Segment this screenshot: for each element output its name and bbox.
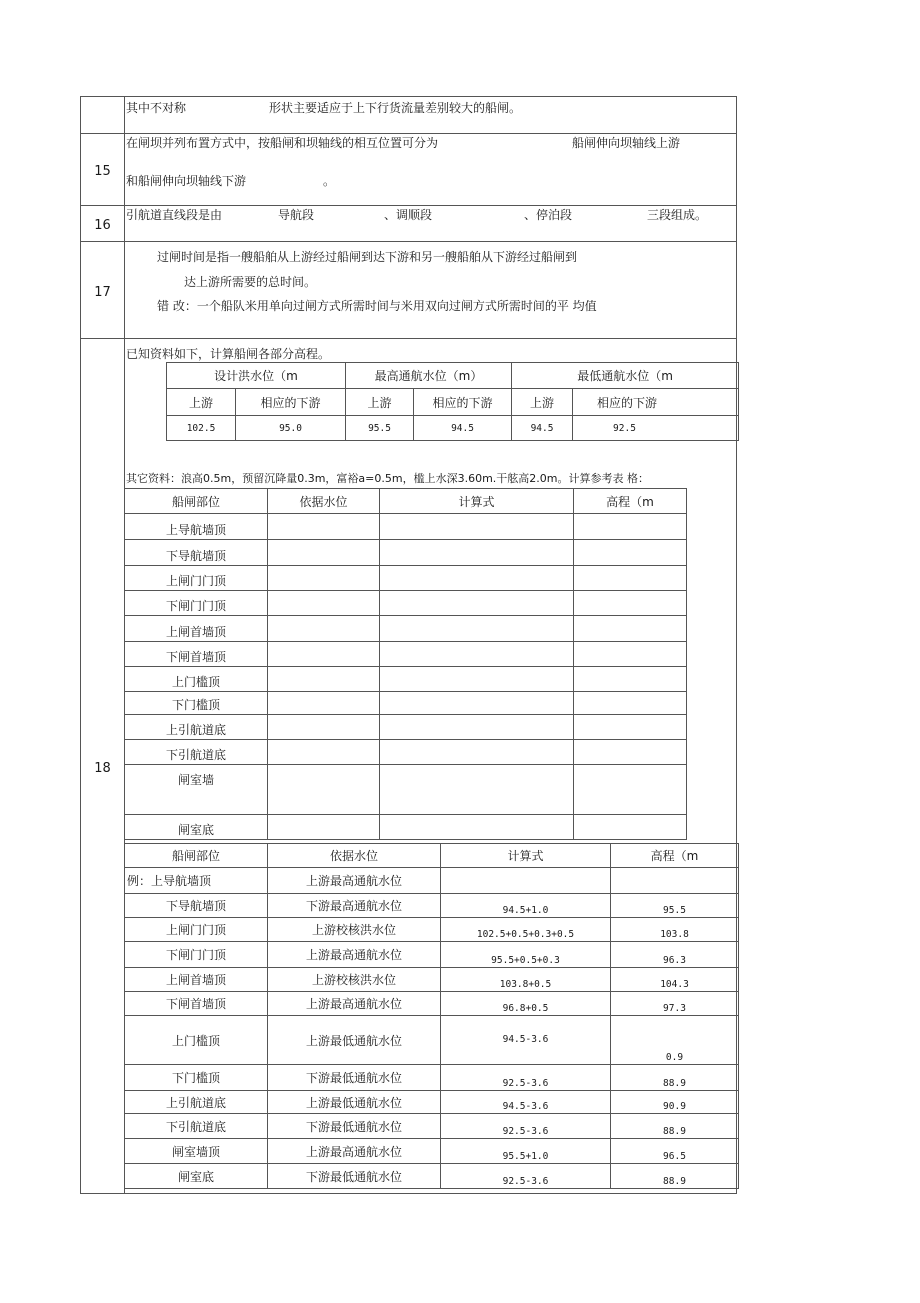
answer-table-header: 船闸部位 (125, 844, 268, 868)
lock-part-cell: 下引航道底 (125, 740, 268, 765)
answer-table-row (125, 894, 739, 918)
blank-table-row (125, 815, 687, 840)
answer-table-row (125, 1091, 739, 1114)
formula-cell: 95.5+1.0 (441, 1139, 611, 1164)
empty-cell (268, 514, 380, 540)
value-cell: 95.0 (236, 416, 346, 441)
blank-table-header: 船闸部位 (125, 489, 268, 514)
lock-part-cell: 下闸首墙顶 (125, 642, 268, 667)
q17-line-2: 达上游所需要的总时间。 (184, 275, 317, 289)
question-number-18: 18 (94, 761, 111, 776)
answer-table-header: 高程（m (611, 844, 739, 868)
lock-part-cell: 上闸门门顶 (125, 918, 268, 942)
blank-table-row (125, 566, 687, 591)
blank-table-row (125, 616, 687, 642)
empty-cell (268, 591, 380, 616)
q14-text-end: 形状主要适应于上下行货流量差别较大的船闸。 (269, 101, 522, 115)
blank-table-header: 高程（m (574, 489, 687, 514)
blank-table-header: 依据水位 (268, 489, 380, 514)
formula-cell: 92.5-3.6 (441, 1114, 611, 1139)
answer-table-row (125, 1114, 739, 1139)
q18-other-info: 其它资料：浪高0.5m，预留沉降量0.3m，富裕a=0.5m，槛上水深3.60m.干舷高2.0m。计算参考表 格： (126, 472, 649, 485)
water-level-cell: 上游最高通航水位 (268, 942, 441, 968)
empty-cell (380, 642, 574, 667)
blank-table-row (125, 591, 687, 616)
blank-table-row (125, 765, 687, 815)
row-divider (81, 338, 736, 339)
empty-cell (268, 616, 380, 642)
blank-table-row (125, 642, 687, 667)
empty-cell (268, 740, 380, 765)
water-level-cell: 下游最低通航水位 (268, 1164, 441, 1189)
q16-answer-3: 、停泊段 (524, 208, 573, 222)
value-cell: 94.5 (414, 416, 512, 441)
elevation-cell: 88.9 (611, 1164, 739, 1189)
water-level-cell: 下游最低通航水位 (268, 1114, 441, 1139)
question-number-17: 17 (94, 285, 111, 300)
empty-cell (574, 514, 687, 540)
formula-cell: 96.8+0.5 (441, 992, 611, 1016)
water-level-cell: 上游最高通航水位 (268, 992, 441, 1016)
q16-answer-1: 导航段 (278, 208, 315, 222)
q17-line-1: 过闸时间是指一艘船舶从上游经过船闸到达下游和另一艘船舶从下游经过船闸到 (157, 250, 578, 264)
q15-period: 。 (323, 174, 336, 188)
empty-cell (268, 765, 380, 815)
question-number-15: 15 (94, 164, 111, 179)
empty-cell (574, 740, 687, 765)
blank-table-row (125, 540, 687, 566)
empty-cell (380, 692, 574, 715)
empty-cell (380, 815, 574, 840)
q15-answer-2: 和船闸伸向坝轴线下游 (126, 174, 247, 188)
question-number-16: 16 (94, 218, 111, 233)
lock-part-cell: 下闸首墙顶 (125, 992, 268, 1016)
elevation-cell (611, 868, 739, 894)
subheader-downstream: 相应的下游 (573, 389, 739, 416)
empty-cell (574, 591, 687, 616)
answer-table-row (125, 918, 739, 942)
blank-table-header: 计算式 (380, 489, 574, 514)
formula-cell: 95.5+0.5+0.3 (441, 942, 611, 968)
empty-cell (380, 540, 574, 566)
answer-table-row (125, 1065, 739, 1091)
empty-cell (268, 692, 380, 715)
row-divider (81, 241, 736, 242)
empty-cell (574, 642, 687, 667)
lock-part-cell: 下导航墙顶 (125, 540, 268, 566)
water-level-cell: 上游最高通航水位 (268, 868, 441, 894)
answer-table-row (125, 868, 739, 894)
answer-table-row (125, 1016, 739, 1065)
lock-part-cell: 闸室墙顶 (125, 1139, 268, 1164)
answer-table-row (125, 1139, 739, 1164)
max-navigable-header: 最高通航水位（m） (346, 363, 512, 389)
min-navigable-header: 最低通航水位（m (512, 363, 739, 389)
lock-part-cell: 上闸首墙顶 (125, 616, 268, 642)
blank-reference-table (124, 488, 687, 840)
empty-cell (574, 715, 687, 740)
answer-table-header: 计算式 (441, 844, 611, 868)
q18-intro: 已知资料如下，计算船闸各部分高程。 (126, 347, 331, 361)
lock-part-cell: 闸室底 (125, 1164, 268, 1189)
empty-cell (380, 740, 574, 765)
empty-cell (380, 616, 574, 642)
question-table (80, 96, 737, 1194)
formula-cell: 94.5-3.6 (441, 1016, 611, 1065)
empty-cell (380, 765, 574, 815)
lock-part-cell: 下门槛顶 (125, 1065, 268, 1091)
subheader-upstream: 上游 (512, 389, 573, 416)
q16-text-end: 三段组成。 (647, 208, 708, 222)
lock-part-cell: 上闸首墙顶 (125, 968, 268, 992)
lock-part-cell: 下闸门门顶 (125, 942, 268, 968)
formula-cell: 92.5-3.6 (441, 1164, 611, 1189)
empty-cell (380, 715, 574, 740)
lock-part-cell: 上引航道底 (125, 715, 268, 740)
elevation-cell: 90.9 (611, 1091, 739, 1114)
elevation-cell: 104.3 (611, 968, 739, 992)
subheader-downstream: 相应的下游 (414, 389, 512, 416)
elevation-cell: 0.9 (611, 1016, 739, 1065)
empty-cell (268, 566, 380, 591)
lock-part-cell: 上闸门门顶 (125, 566, 268, 591)
q15-answer-1: 船闸伸向坝轴线上游 (572, 136, 681, 150)
row-divider (81, 133, 736, 134)
water-level-table (166, 362, 739, 441)
q16-answer-2: 、调顺段 (384, 208, 433, 222)
lock-part-cell: 下闸门门顶 (125, 591, 268, 616)
answer-table (124, 843, 739, 1189)
blank-table-row (125, 514, 687, 540)
blank-table-row (125, 667, 687, 692)
water-level-cell: 上游最低通航水位 (268, 1091, 441, 1114)
empty-cell (268, 642, 380, 667)
subheader-upstream: 上游 (167, 389, 236, 416)
empty-cell (268, 815, 380, 840)
subheader-downstream: 相应的下游 (236, 389, 346, 416)
elevation-cell: 96.5 (611, 1139, 739, 1164)
empty-cell (574, 566, 687, 591)
empty-cell (268, 667, 380, 692)
value-cell: 95.5 (346, 416, 414, 441)
design-flood-header: 设计洪水位（m (167, 363, 346, 389)
water-level-cell: 下游最高通航水位 (268, 894, 441, 918)
answer-table-row (125, 992, 739, 1016)
empty-cell (268, 540, 380, 566)
blank-table-row (125, 692, 687, 715)
blank-table-row (125, 740, 687, 765)
lock-part-cell: 下导航墙顶 (125, 894, 268, 918)
empty-cell (380, 667, 574, 692)
empty-cell (380, 591, 574, 616)
answer-table-row (125, 968, 739, 992)
elevation-cell: 88.9 (611, 1114, 739, 1139)
empty-cell (574, 765, 687, 815)
lock-part-cell: 下引航道底 (125, 1114, 268, 1139)
elevation-cell: 88.9 (611, 1065, 739, 1091)
water-level-cell: 上游校核洪水位 (268, 918, 441, 942)
lock-part-cell: 上门槛顶 (125, 1016, 268, 1065)
empty-cell (574, 692, 687, 715)
formula-cell: 102.5+0.5+0.3+0.5 (441, 918, 611, 942)
elevation-cell: 103.8 (611, 918, 739, 942)
formula-cell: 94.5+1.0 (441, 894, 611, 918)
value-cell: 94.5 (512, 416, 573, 441)
q17-correction: 错 改：一个船队米用单向过闸方式所需时间与米用双向过闸方式所需时间的平 均值 (157, 299, 597, 313)
empty-cell (380, 566, 574, 591)
value-cell: 92.5 (573, 416, 739, 441)
lock-part-cell: 下门槛顶 (125, 692, 268, 715)
answer-table-row (125, 942, 739, 968)
answer-table-row (125, 1164, 739, 1189)
subheader-upstream: 上游 (346, 389, 414, 416)
row-divider (81, 205, 736, 206)
elevation-cell: 95.5 (611, 894, 739, 918)
answer-table-header: 依据水位 (268, 844, 441, 868)
empty-cell (380, 514, 574, 540)
empty-cell (574, 540, 687, 566)
water-level-cell: 下游最低通航水位 (268, 1065, 441, 1091)
lock-part-cell: 闸室底 (125, 815, 268, 840)
lock-part-cell: 上引航道底 (125, 1091, 268, 1114)
lock-part-cell: 例：上导航墙顶 (125, 868, 268, 894)
blank-table-row (125, 715, 687, 740)
formula-cell: 92.5-3.6 (441, 1065, 611, 1091)
q14-text-start: 其中不对称 (126, 101, 187, 115)
water-level-cell: 上游校核洪水位 (268, 968, 441, 992)
lock-part-cell: 上门槛顶 (125, 667, 268, 692)
q16-text-start: 引航道直线段是由 (126, 208, 223, 222)
formula-cell: 94.5-3.6 (441, 1091, 611, 1114)
water-level-cell: 上游最高通航水位 (268, 1139, 441, 1164)
lock-part-cell: 上导航墙顶 (125, 514, 268, 540)
elevation-cell: 96.3 (611, 942, 739, 968)
formula-cell (441, 868, 611, 894)
empty-cell (268, 715, 380, 740)
water-level-cell: 上游最低通航水位 (268, 1016, 441, 1065)
elevation-cell: 97.3 (611, 992, 739, 1016)
q15-text-start: 在闸坝并列布置方式中，按船闸和坝轴线的相互位置可分为 (126, 136, 439, 150)
lock-part-cell: 闸室墙 (125, 765, 268, 815)
empty-cell (574, 616, 687, 642)
empty-cell (574, 667, 687, 692)
empty-cell (574, 815, 687, 840)
formula-cell: 103.8+0.5 (441, 968, 611, 992)
value-cell: 102.5 (167, 416, 236, 441)
